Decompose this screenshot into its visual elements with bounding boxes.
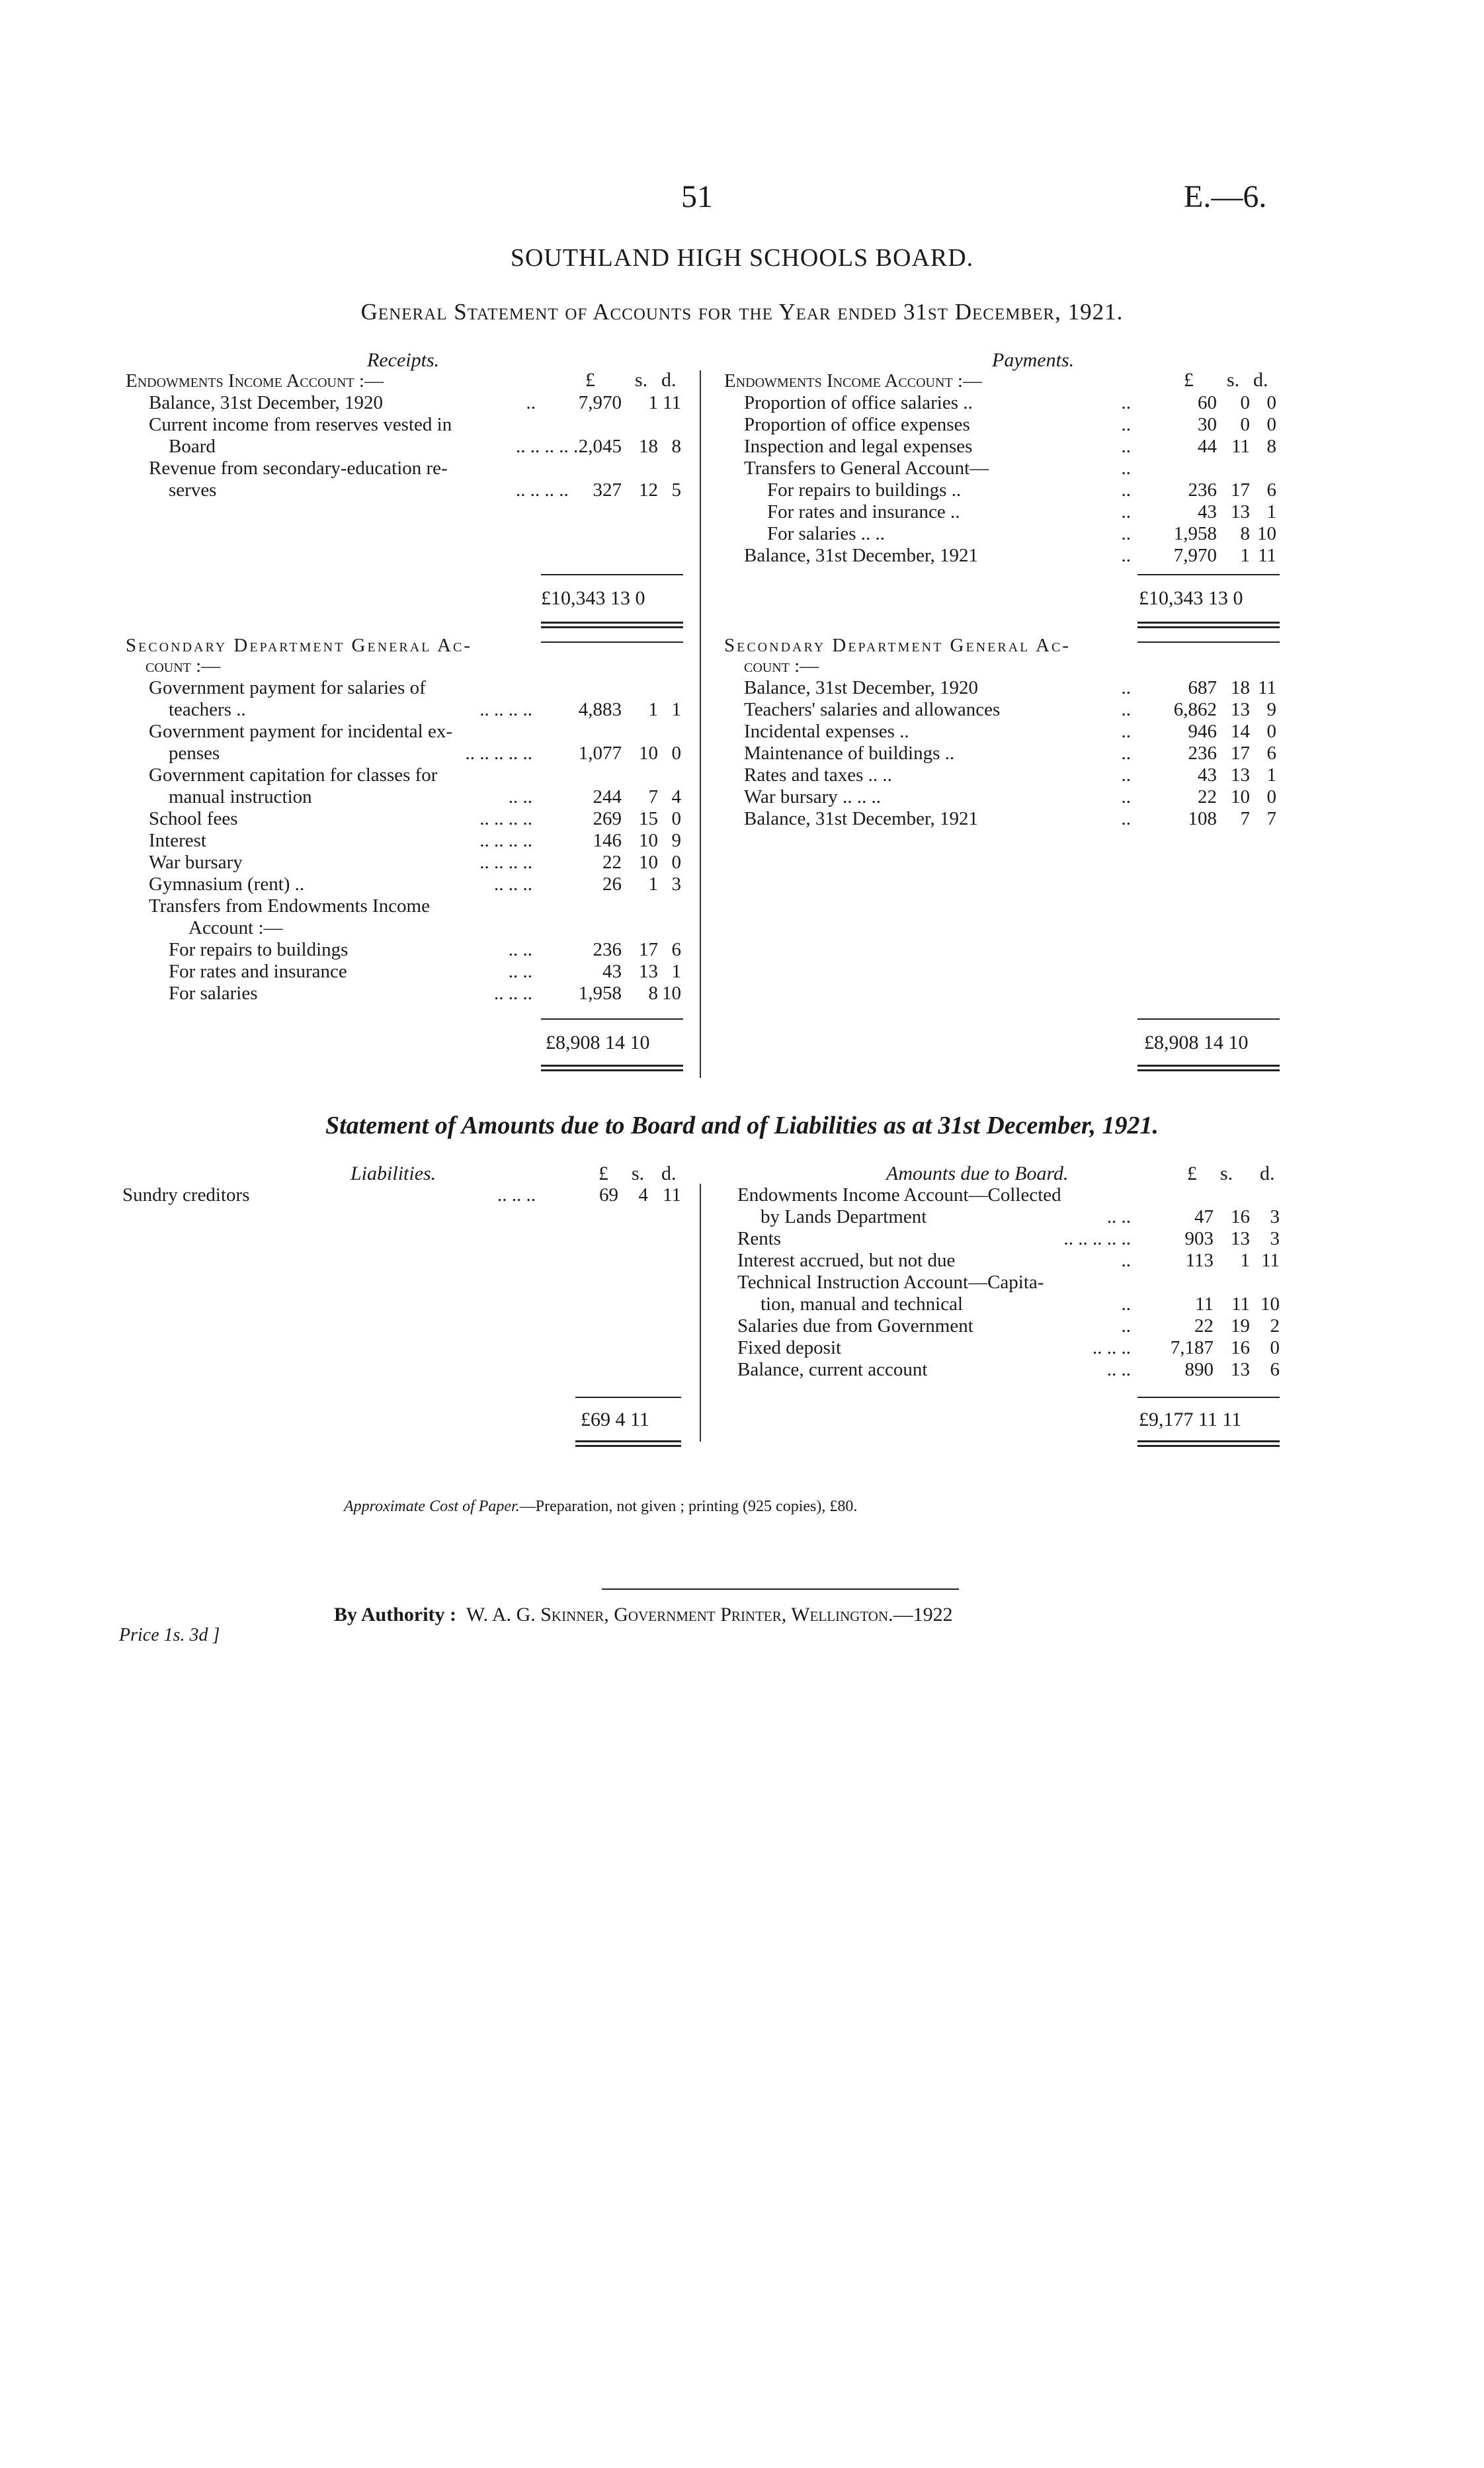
amounts-due-label: Endowments Income Account—Collected — [737, 1184, 1061, 1206]
payments-secondary-amount-shillings: 17 — [1231, 743, 1250, 764]
receipts-secondary-leader-dots: .. .. .. .. — [479, 699, 532, 720]
receipts-secondary-leader-dots: .. .. .. — [494, 874, 532, 895]
payments-secondary-amount-pence: 6 — [1266, 743, 1276, 764]
document-reference: E.—6. — [1184, 179, 1267, 214]
payments-secondary-row — [0, 677, 1484, 699]
payments-endowments-leader-dots: .. — [1121, 545, 1131, 566]
receipts-secondary-amount-pence: 0 — [671, 852, 681, 873]
payments-secondary-amount-pence: 11 — [1258, 677, 1276, 698]
amounts-due-leader-dots: .. .. .. — [1092, 1337, 1131, 1358]
payments-secondary-top-rule — [1137, 641, 1280, 643]
payments-endowments-amount-shillings: 0 — [1240, 414, 1250, 435]
payments-secondary-label: Maintenance of buildings .. — [744, 743, 955, 764]
receipts-endowments-label: Revenue from secondary-education re- — [149, 458, 448, 479]
amounts-due-row — [0, 1337, 1484, 1359]
payments-secondary-row — [0, 721, 1484, 743]
payments-endowments-amount-pence: 0 — [1266, 392, 1276, 413]
amounts-due-row — [0, 1359, 1484, 1381]
payments-endowments-amount-pence: 1 — [1266, 501, 1276, 522]
amounts-due-leader-dots: .. — [1121, 1315, 1131, 1337]
payments-endowments-double-rule — [1137, 622, 1280, 628]
payments-secondary-amount-shillings: 18 — [1231, 677, 1250, 698]
receipts-secondary-amount-pounds: 43 — [602, 961, 622, 982]
approximate-cost-label: Approximate Cost of Paper. — [344, 1498, 520, 1515]
receipts-secondary-label: Government capitation for classes for — [149, 764, 438, 786]
amounts-due-leader-dots: .. .. .. .. .. — [1063, 1228, 1131, 1249]
receipts-secondary-label: War bursary — [149, 852, 243, 873]
amounts-due-amount-pounds: 903 — [1184, 1228, 1214, 1249]
receipts-secondary-amount-pounds: 146 — [593, 830, 622, 851]
payments-secondary-leader-dots: .. — [1121, 743, 1131, 764]
receipts-secondary-row — [0, 852, 1484, 874]
receipts-endowments-double-rule — [541, 622, 683, 628]
payments-endowments-leader-dots: .. — [1121, 479, 1131, 501]
payments-endowments-leader-dots: .. — [1121, 458, 1131, 479]
amounts-pence-header: d. — [1260, 1163, 1275, 1184]
receipts-secondary-amount-pence: 1 — [671, 699, 681, 720]
payments-endowments-amount-shillings: 8 — [1240, 523, 1250, 544]
amounts-due-amount-pounds: 113 — [1185, 1250, 1214, 1271]
receipts-secondary-leader-dots: .. .. .. — [494, 983, 532, 1004]
payments-secondary-row — [0, 743, 1484, 764]
payments-secondary-amount-pounds: 946 — [1188, 721, 1217, 742]
payments-endowments-label: Inspection and legal expenses — [744, 436, 973, 457]
amounts-due-row — [0, 1315, 1484, 1337]
receipts-secondary-label: Interest — [149, 830, 206, 851]
receipts-shilling-header: s. — [635, 369, 648, 391]
payments-endowments-row — [0, 545, 1484, 567]
printer-authority — [334, 1604, 953, 1626]
receipts-secondary-leader-dots: .. .. .. .. — [479, 830, 532, 851]
payments-pound-header: £ — [1184, 369, 1194, 391]
authority-prefix: By Authority : — [334, 1604, 457, 1625]
price-note: Price 1s. 3d ] — [119, 1625, 220, 1645]
payments-secondary-amount-shillings: 13 — [1231, 699, 1250, 720]
amounts-due-amount-pence: 6 — [1270, 1359, 1280, 1380]
receipts-secondary-label: teachers .. — [169, 699, 246, 720]
receipts-secondary-total: £8,908 14 10 — [546, 1032, 650, 1053]
receipts-secondary-amount-shillings: 10 — [639, 852, 658, 873]
receipts-secondary-label: School fees — [149, 808, 238, 829]
receipts-endowments-label: Board — [169, 436, 216, 457]
receipts-secondary-leader-dots: .. .. — [508, 961, 532, 982]
receipts-endowments-amount-pence: 11 — [663, 392, 681, 413]
receipts-secondary-leader-dots: .. .. .. .. — [479, 852, 532, 873]
receipts-secondary-leader-dots: .. .. — [508, 786, 532, 807]
receipts-endowments-amount-pence: 5 — [671, 479, 681, 501]
payments-secondary-label: Balance, 31st December, 1921 — [744, 808, 978, 829]
payments-endowments-row — [0, 501, 1484, 523]
liabilities-pound-header: £ — [598, 1163, 608, 1184]
receipts-endowments-leader-dots: .. .. .. .. — [516, 479, 569, 501]
payments-endowments-amount-pence: 11 — [1258, 545, 1276, 566]
receipts-endowments-amount-pounds: 2,045 — [578, 436, 622, 457]
payments-endowments-amount-pence: 10 — [1257, 523, 1276, 544]
payments-shilling-header: s. — [1227, 369, 1240, 391]
payments-endowments-label: Proportion of office salaries .. — [744, 392, 973, 413]
receipts-endowments-amount-shillings: 18 — [639, 436, 658, 457]
payments-secondary-amount-pounds: 43 — [1198, 764, 1217, 786]
payments-secondary-title-1: Secondary Department General Ac- — [724, 635, 1071, 656]
authority-text: W. A. G. Skinner, Government Printer, Wellington.—1922 — [466, 1604, 953, 1625]
payments-secondary-subtotal-rule — [1137, 1018, 1280, 1020]
amounts-due-row — [0, 1228, 1484, 1250]
payments-secondary-label: Rates and taxes .. .. — [744, 764, 892, 786]
payments-endowments-amount-shillings: 11 — [1231, 436, 1250, 457]
payments-secondary-amount-pence: 9 — [1266, 699, 1276, 720]
receipts-secondary-label: Transfers from Endowments Income — [149, 895, 430, 917]
payments-secondary-amount-pounds: 236 — [1188, 743, 1217, 764]
payments-endowments-row — [0, 458, 1484, 479]
payments-secondary-label: Balance, 31st December, 1920 — [744, 677, 978, 698]
amounts-due-amount-shillings: 16 — [1231, 1206, 1250, 1227]
receipts-endowments-amount-shillings: 12 — [639, 479, 658, 501]
receipts-secondary-amount-pounds: 4,883 — [578, 699, 622, 720]
payments-secondary-leader-dots: .. — [1121, 764, 1131, 786]
payments-secondary-amount-shillings: 14 — [1231, 721, 1250, 742]
payments-secondary-total: £8,908 14 10 — [1144, 1032, 1249, 1053]
receipts-secondary-top-rule — [541, 641, 683, 643]
payments-endowments-amount-shillings: 0 — [1240, 392, 1250, 413]
receipts-secondary-amount-shillings: 17 — [639, 939, 658, 960]
receipts-secondary-row — [0, 895, 1484, 917]
receipts-secondary-amount-shillings: 10 — [639, 743, 658, 764]
amounts-due-amount-pounds: 890 — [1184, 1359, 1214, 1380]
payments-secondary-title-2: count :— — [744, 655, 819, 677]
payments-endowments-amount-pounds: 236 — [1188, 479, 1217, 501]
payments-endowments-leader-dots: .. — [1121, 436, 1131, 457]
payments-secondary-leader-dots: .. — [1121, 677, 1131, 698]
receipts-secondary-amount-pounds: 244 — [593, 786, 622, 807]
receipts-endowments-label: Current income from reserves vested in — [149, 414, 452, 435]
receipts-pound-header: £ — [585, 369, 595, 391]
liabilities-label: Sundry creditors — [122, 1184, 250, 1206]
payments-endowments-amount-pounds: 44 — [1198, 436, 1217, 457]
payments-endowments-leader-dots: .. — [1121, 414, 1131, 435]
receipts-secondary-label: For salaries — [169, 983, 258, 1004]
receipts-secondary-amount-pounds: 1,077 — [578, 743, 622, 764]
receipts-secondary-amount-pence: 0 — [671, 808, 681, 829]
amounts-due-amount-pounds: 47 — [1194, 1206, 1214, 1227]
receipts-secondary-amount-pence: 4 — [671, 786, 681, 807]
payments-secondary-amount-pence: 1 — [1266, 764, 1276, 786]
amounts-due-row — [0, 1294, 1484, 1315]
payments-endowments-amount-pounds: 1,958 — [1173, 523, 1217, 544]
payments-secondary-amount-pounds: 687 — [1188, 677, 1217, 698]
receipts-secondary-subtotal-rule — [541, 1018, 683, 1020]
payments-endowments-amount-shillings: 1 — [1240, 545, 1250, 566]
payments-endowments-title: Endowments Income Account :— — [724, 370, 982, 391]
liabilities-shilling-header: s. — [632, 1163, 645, 1184]
receipts-endowments-title: Endowments Income Account :— — [126, 370, 384, 391]
receipts-secondary-title-1: Secondary Department General Ac- — [126, 635, 472, 656]
receipts-secondary-label: For repairs to buildings — [169, 939, 349, 960]
payments-secondary-amount-pounds: 108 — [1188, 808, 1217, 829]
payments-endowments-amount-pence: 0 — [1266, 414, 1276, 435]
receipts-secondary-amount-shillings: 1 — [648, 874, 658, 895]
receipts-secondary-row — [0, 830, 1484, 852]
receipts-secondary-label: Gymnasium (rent) .. — [149, 874, 305, 895]
amounts-due-subtotal-rule — [1137, 1397, 1280, 1398]
liabilities-total: £69 4 11 — [581, 1409, 649, 1430]
amounts-pound-header: £ — [1187, 1163, 1197, 1184]
receipts-secondary-leader-dots: .. .. .. .. .. — [465, 743, 532, 764]
receipts-endowments-label: serves — [169, 479, 217, 501]
payments-endowments-label: Transfers to General Account— — [744, 458, 989, 479]
amounts-due-amount-pence: 3 — [1270, 1228, 1280, 1249]
payments-endowments-label: For salaries .. .. — [767, 523, 885, 544]
receipts-secondary-amount-pence: 1 — [671, 961, 681, 982]
amounts-shilling-header: s. — [1220, 1163, 1233, 1184]
liabilities-heading: Liabilities. — [350, 1163, 436, 1184]
payments-secondary-amount-shillings: 7 — [1240, 808, 1250, 829]
payments-endowments-leader-dots: .. — [1121, 392, 1131, 413]
receipts-secondary-row — [0, 983, 1484, 1005]
payments-secondary-double-rule — [1137, 1065, 1280, 1071]
payments-secondary-leader-dots: .. — [1121, 808, 1131, 829]
amounts-due-leader-dots: .. .. — [1106, 1359, 1131, 1380]
amounts-due-amount-shillings: 13 — [1231, 1359, 1250, 1380]
amounts-due-label: by Lands Department — [761, 1206, 927, 1227]
receipts-heading: Receipts. — [367, 349, 440, 371]
amounts-due-label: tion, manual and technical — [761, 1294, 964, 1315]
amounts-due-amount-pence: 3 — [1270, 1206, 1280, 1227]
liabilities-amount-pence: 11 — [663, 1184, 681, 1206]
payments-heading: Payments. — [992, 349, 1075, 371]
amounts-due-amount-shillings: 13 — [1231, 1228, 1250, 1249]
receipts-secondary-amount-shillings: 10 — [639, 830, 658, 851]
amounts-due-row — [0, 1250, 1484, 1272]
amounts-due-total: £9,177 11 11 — [1139, 1409, 1242, 1430]
amounts-due-amount-pence: 11 — [1261, 1250, 1280, 1271]
amounts-due-row — [0, 1184, 1484, 1206]
amounts-due-row — [0, 1206, 1484, 1228]
payments-endowments-label: Balance, 31st December, 1921 — [744, 545, 978, 566]
payments-endowments-amount-pounds: 60 — [1198, 392, 1217, 413]
payments-secondary-leader-dots: .. — [1121, 721, 1131, 742]
payments-pence-header: d. — [1253, 369, 1268, 391]
receipts-secondary-title-2: count :— — [145, 655, 221, 677]
receipts-secondary-row — [0, 874, 1484, 895]
payments-secondary-label: Teachers' salaries and allowances — [744, 699, 1001, 720]
amounts-due-leader-dots: .. — [1121, 1294, 1131, 1315]
payments-endowments-amount-pence: 6 — [1266, 479, 1276, 501]
receipts-secondary-amount-shillings: 7 — [648, 786, 658, 807]
approximate-cost-text: —Preparation, not given ; printing (925 copies), £80. — [519, 1498, 858, 1515]
receipts-secondary-row — [0, 939, 1484, 961]
receipts-secondary-amount-pence: 0 — [671, 743, 681, 764]
payments-endowments-label: For rates and insurance .. — [767, 501, 960, 522]
amounts-due-amount-pounds: 22 — [1194, 1315, 1214, 1337]
receipts-secondary-leader-dots: .. .. — [508, 939, 532, 960]
payments-endowments-label: For repairs to buildings .. — [767, 479, 962, 501]
payments-secondary-row — [0, 786, 1484, 808]
receipts-secondary-label: Account :— — [188, 917, 283, 938]
receipts-secondary-amount-shillings: 8 — [648, 983, 658, 1004]
receipts-secondary-amount-shillings: 15 — [639, 808, 658, 829]
amounts-due-double-rule — [1137, 1440, 1280, 1447]
amounts-due-amount-pounds: 7,187 — [1170, 1337, 1214, 1358]
amounts-due-amount-shillings: 19 — [1231, 1315, 1250, 1337]
amounts-due-amount-pence: 0 — [1270, 1337, 1280, 1358]
payments-secondary-amount-pence: 0 — [1266, 721, 1276, 742]
receipts-secondary-double-rule — [541, 1065, 683, 1071]
payments-secondary-amount-pounds: 22 — [1198, 786, 1217, 807]
receipts-secondary-amount-pounds: 26 — [602, 874, 622, 895]
document-title: SOUTHLAND HIGH SCHOOLS BOARD. — [510, 244, 974, 272]
amounts-due-amount-shillings: 16 — [1231, 1337, 1250, 1358]
receipts-endowments-subtotal-rule — [541, 574, 683, 575]
receipts-secondary-amount-pounds: 1,958 — [578, 983, 622, 1004]
receipts-secondary-label: penses — [169, 743, 220, 764]
receipts-secondary-amount-pence: 9 — [671, 830, 681, 851]
payments-secondary-amount-shillings: 10 — [1231, 786, 1250, 807]
receipts-secondary-amount-pence: 6 — [671, 939, 681, 960]
payments-secondary-row — [0, 764, 1484, 786]
payments-endowments-amount-shillings: 17 — [1231, 479, 1250, 501]
amounts-due-leader-dots: .. .. — [1106, 1206, 1131, 1227]
amounts-due-leader-dots: .. — [1121, 1250, 1131, 1271]
statement-title: Statement of Amounts due to Board and of Liabilities as at 31st December, 1921. — [325, 1112, 1159, 1139]
footer-rule — [602, 1588, 959, 1590]
receipts-secondary-amount-shillings: 1 — [648, 699, 658, 720]
liabilities-pence-header: d. — [661, 1163, 677, 1184]
payments-secondary-leader-dots: .. — [1121, 786, 1131, 807]
liabilities-amount-shillings: 4 — [638, 1184, 648, 1206]
payments-secondary-label: War bursary .. .. .. — [744, 786, 882, 807]
amounts-due-label: Rents — [737, 1228, 782, 1249]
receipts-secondary-label: For rates and insurance — [169, 961, 347, 982]
amounts-due-label: Fixed deposit — [737, 1337, 842, 1358]
receipts-endowments-amount-pence: 8 — [671, 436, 681, 457]
amounts-due-amount-pence: 10 — [1260, 1294, 1280, 1315]
receipts-secondary-amount-pence: 3 — [671, 874, 681, 895]
payments-endowments-amount-shillings: 13 — [1231, 501, 1250, 522]
receipts-endowments-leader-dots: .. .. .. .. .. — [516, 436, 583, 457]
receipts-endowments-amount-pounds: 7,970 — [578, 392, 622, 413]
payments-secondary-row — [0, 808, 1484, 830]
amounts-due-row — [0, 1272, 1484, 1294]
amounts-due-amount-shillings: 1 — [1240, 1250, 1250, 1271]
liabilities-leader-dots: .. .. .. — [497, 1184, 536, 1206]
payments-endowments-leader-dots: .. — [1121, 523, 1131, 544]
receipts-secondary-amount-shillings: 13 — [639, 961, 658, 982]
amounts-due-label: Salaries due from Government — [737, 1315, 973, 1337]
payments-secondary-amount-pounds: 6,862 — [1173, 699, 1217, 720]
payments-endowments-row — [0, 436, 1484, 458]
payments-secondary-amount-pence: 0 — [1266, 786, 1276, 807]
receipts-secondary-amount-pounds: 22 — [602, 852, 622, 873]
liabilities-double-rule — [575, 1440, 681, 1447]
receipts-secondary-leader-dots: .. .. .. .. — [479, 808, 532, 829]
receipts-secondary-amount-pence: 10 — [662, 983, 681, 1004]
payments-endowments-amount-pence: 8 — [1266, 436, 1276, 457]
receipts-secondary-row — [0, 917, 1484, 939]
payments-endowments-total: £10,343 13 0 — [1139, 587, 1243, 609]
payments-endowments-amount-pounds: 30 — [1198, 414, 1217, 435]
receipts-secondary-row — [0, 961, 1484, 983]
receipts-endowments-amount-pounds: 327 — [593, 479, 622, 501]
document-subtitle: General Statement of Accounts for the Year ended 31st December, 1921. — [360, 299, 1124, 325]
liabilities-subtotal-rule — [575, 1397, 681, 1398]
payments-endowments-subtotal-rule — [1137, 574, 1280, 575]
payments-secondary-amount-pence: 7 — [1266, 808, 1276, 829]
amounts-due-amount-shillings: 11 — [1231, 1294, 1250, 1315]
page-number: 51 — [681, 179, 713, 214]
payments-endowments-leader-dots: .. — [1121, 501, 1131, 522]
payments-endowments-row — [0, 523, 1484, 545]
payments-secondary-row — [0, 699, 1484, 721]
amounts-due-label: Technical Instruction Account—Capita- — [737, 1272, 1044, 1293]
receipts-endowments-leader-dots: .. — [526, 392, 536, 413]
receipts-secondary-amount-pounds: 269 — [593, 808, 622, 829]
payments-endowments-label: Proportion of office expenses — [744, 414, 970, 435]
payments-endowments-row — [0, 392, 1484, 414]
payments-secondary-leader-dots: .. — [1121, 699, 1131, 720]
receipts-secondary-label: Government payment for salaries of — [149, 677, 426, 698]
receipts-endowments-amount-shillings: 1 — [648, 392, 658, 413]
amounts-due-heading: Amounts due to Board. — [886, 1163, 1069, 1184]
receipts-endowments-total: £10,343 13 0 — [541, 587, 645, 609]
amounts-due-label: Balance, current account — [737, 1359, 928, 1380]
liabilities-amount-pounds: 69 — [599, 1184, 618, 1206]
receipts-pence-header: d. — [661, 369, 677, 391]
amounts-due-label: Interest accrued, but not due — [737, 1250, 956, 1271]
approximate-cost-note — [344, 1498, 857, 1516]
receipts-secondary-amount-pounds: 236 — [593, 939, 622, 960]
amounts-due-amount-pence: 2 — [1270, 1315, 1280, 1337]
receipts-endowments-label: Balance, 31st December, 1920 — [149, 392, 383, 413]
receipts-secondary-label: Government payment for incidental ex- — [149, 721, 453, 742]
payments-endowments-row — [0, 414, 1484, 436]
payments-secondary-amount-shillings: 13 — [1231, 764, 1250, 786]
payments-endowments-row — [0, 479, 1484, 501]
payments-endowments-amount-pounds: 7,970 — [1173, 545, 1217, 566]
payments-endowments-amount-pounds: 43 — [1198, 501, 1217, 522]
amounts-due-amount-pounds: 11 — [1195, 1294, 1214, 1315]
payments-secondary-label: Incidental expenses .. — [744, 721, 909, 742]
receipts-secondary-label: manual instruction — [169, 786, 312, 807]
